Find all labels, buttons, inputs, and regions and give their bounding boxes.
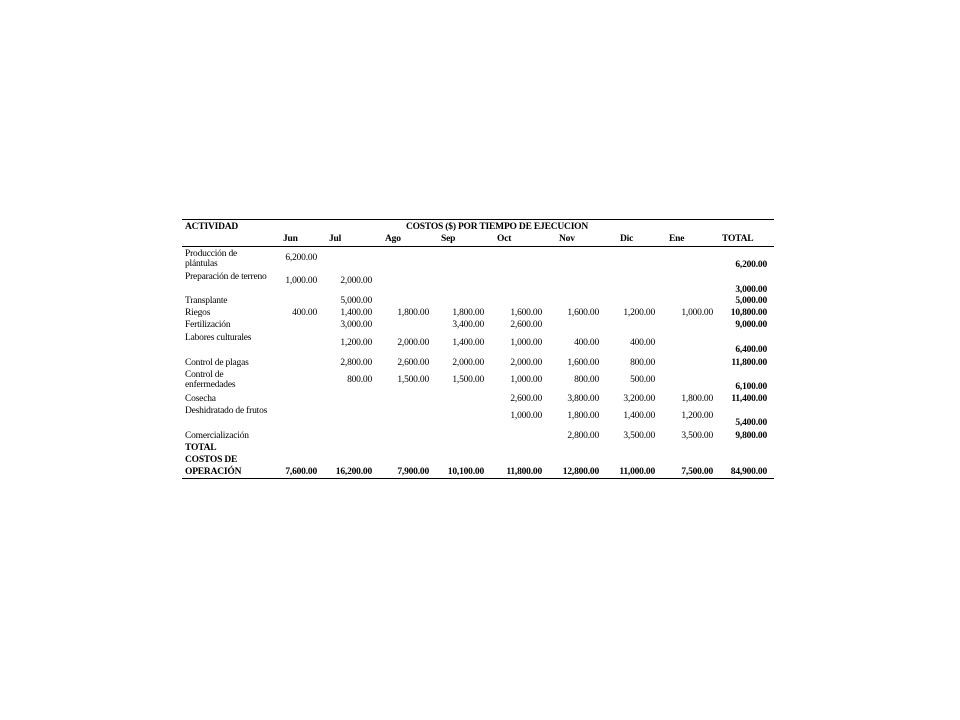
row-total: 5,000.00 [735,296,767,306]
cell-value: 1,400.00 [623,411,655,421]
total-label-line2: COSTOS DE [185,455,238,465]
cell-value: 1,000.00 [510,375,542,385]
cell-value: 1,200.00 [340,338,372,348]
total-cell-value: 7,600.00 [285,467,317,477]
row-total: 10,800.00 [730,308,767,318]
total-cell-value: 16,200.00 [335,467,372,477]
month-header-nov: Nov [559,234,575,244]
row-total: 6,400.00 [735,345,767,355]
month-header-sep: Sep [441,234,456,244]
total-cell-value: 10,100.00 [447,467,484,477]
actividad-header: ACTIVIDAD [185,222,239,232]
month-header-jun: Jun [283,234,298,244]
cell-value: 5,000.00 [340,296,372,306]
cell-value: 1,800.00 [452,308,484,318]
cell-value: 2,800.00 [567,431,599,441]
total-cell-value: 7,500.00 [681,467,713,477]
row-label: Preparación de terreno [185,272,267,282]
cell-value: 2,800.00 [340,358,372,368]
row-total: 5,400.00 [735,418,767,428]
row-label: Deshidratado de frutos [185,406,268,416]
cell-value: 800.00 [630,358,655,368]
cell-value: 2,600.00 [510,320,542,330]
table-bottom-rule [182,478,774,479]
row-label: Control de plagas [185,358,249,368]
total-cell-value: 11,000.00 [619,467,655,477]
cell-value: 1,600.00 [510,308,542,318]
cell-value: 3,200.00 [623,394,655,404]
cell-value: 1,600.00 [567,358,599,368]
cell-value: 1,400.00 [340,308,372,318]
month-header-jul: Jul [329,234,342,244]
total-cell-value: 7,900.00 [397,467,429,477]
cell-value: 1,000.00 [510,338,542,348]
cell-value: 1,500.00 [452,375,484,385]
cell-value: 2,000.00 [510,358,542,368]
cell-value: 2,000.00 [452,358,484,368]
row-total: 9,000.00 [735,320,767,330]
cell-value: 3,800.00 [567,394,599,404]
cell-value: 1,400.00 [452,338,484,348]
total-cell-value: 12,800.00 [562,467,599,477]
cell-value: 3,400.00 [452,320,484,330]
costos-header: COSTOS ($) POR TIEMPO DE EJECUCION [405,222,589,232]
header-bottom-rule [182,246,774,247]
row-total: 3,000.00 [735,285,767,295]
total-cell-value: 11,800.00 [506,467,542,477]
row-total: 11,800.00 [731,358,767,368]
cell-value: 1,200.00 [681,411,713,421]
month-header-ago: Ago [385,234,401,244]
row-total: 11,400.00 [731,394,767,404]
row-label: Control de enfermedades [185,370,236,390]
cell-value: 500.00 [630,375,655,385]
month-header-ene: Ene [669,234,685,244]
cell-value: 1,200.00 [623,308,655,318]
cell-value: 800.00 [347,375,372,385]
row-label: Cosecha [185,394,216,404]
cell-value: 1,600.00 [567,308,599,318]
cell-value: 1,000.00 [510,411,542,421]
cell-value: 1,800.00 [681,394,713,404]
cell-value: 1,000.00 [681,308,713,318]
row-total: 6,100.00 [735,382,767,392]
cell-value: 1,500.00 [397,375,429,385]
month-header-dic: Dic [620,234,634,244]
cell-value: 2,600.00 [510,394,542,404]
cell-value: 2,600.00 [397,358,429,368]
cell-value: 2,000.00 [340,276,372,286]
cell-value: 1,800.00 [567,411,599,421]
grand-total: 84,900.00 [730,467,767,477]
month-header-oct: Oct [497,234,512,244]
total-label-line1: TOTAL [185,443,217,453]
cell-value: 400.00 [630,338,655,348]
total-label-line3: OPERACIÓN [185,467,242,477]
row-label: Labores culturales [185,333,252,343]
cell-value: 400.00 [574,338,599,348]
cell-value: 3,500.00 [623,431,655,441]
row-total: 9,800.00 [735,431,767,441]
row-label: Transplante [185,296,228,306]
cost-table [182,219,774,480]
cell-value: 3,500.00 [681,431,713,441]
cell-value: 400.00 [292,308,317,318]
cell-value: 800.00 [574,375,599,385]
table-top-rule [182,219,774,220]
row-label: Producción de plántulas [185,249,238,269]
cell-value: 1,000.00 [285,276,317,286]
row-label: Comercialización [185,431,249,441]
row-label: Riegos [185,308,211,318]
cell-value: 6,200.00 [285,253,317,263]
total-header: TOTAL [722,234,754,244]
cell-value: 2,000.00 [397,338,429,348]
cell-value: 3,000.00 [340,320,372,330]
row-label: Fertilización [185,320,231,330]
cell-value: 1,800.00 [397,308,429,318]
row-total: 6,200.00 [735,260,767,270]
